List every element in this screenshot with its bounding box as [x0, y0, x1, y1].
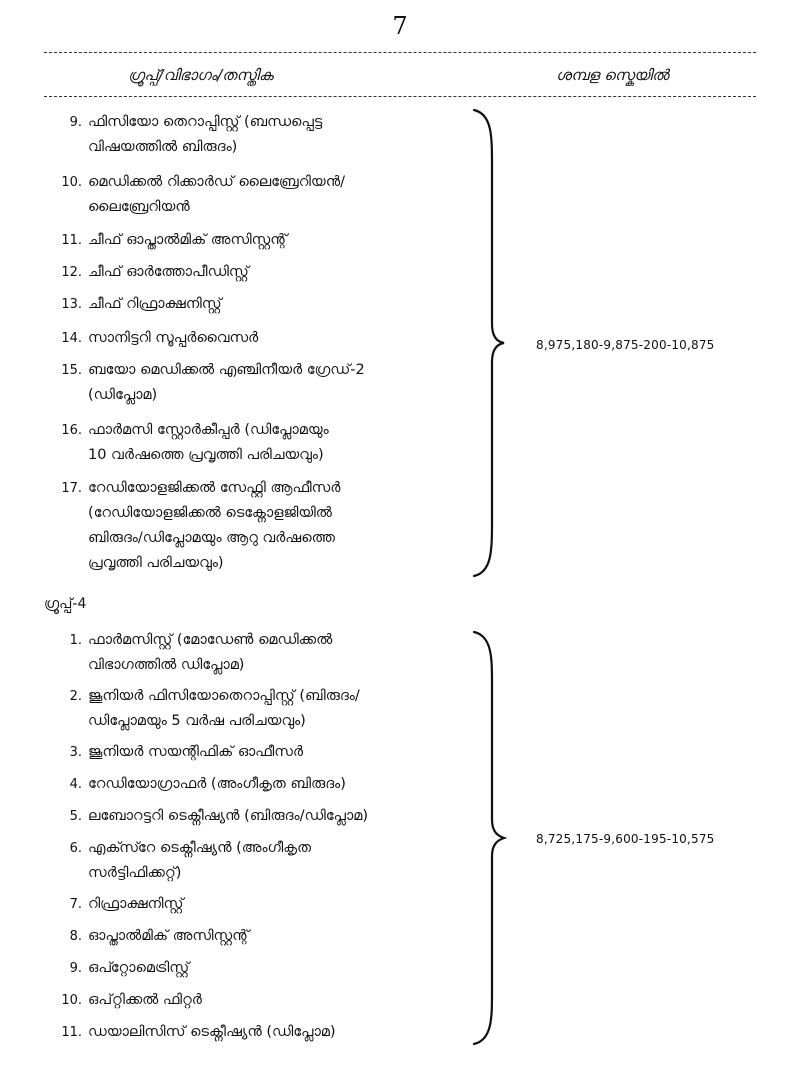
- item-text: [88, 836, 508, 886]
- item-line: ലബോറട്ടറി ടെക്നീഷ്യൻ (ബിരുദം/ഡിപ്ലോമ): [88, 808, 369, 824]
- item-line: ചീഫ് ഓപ്താൽമിക് അസിസ്റ്റന്റ്: [88, 232, 288, 248]
- item-number: 3.: [69, 745, 82, 760]
- item-line: വിഭാഗത്തിൽ ഡിപ്ലോമ): [88, 657, 245, 673]
- item-number: 2.: [69, 689, 82, 704]
- item-text: [88, 804, 508, 829]
- group4-pay-scale: 8,725,175-9,600-195-10,575: [536, 832, 715, 846]
- item-number: 9.: [69, 961, 82, 976]
- header-rule: [44, 96, 756, 97]
- item-line: ലൈബ്രേറിയൻ: [88, 199, 190, 215]
- item-text: [88, 1020, 508, 1045]
- item-number: 5.: [69, 809, 82, 824]
- item-number: 10.: [61, 993, 82, 1008]
- item-text: [88, 418, 508, 468]
- item-number: 4.: [69, 777, 82, 792]
- item-line: ഡയാലിസിസ് ടെക്നീഷ്യൻ (ഡിപ്ലോമ): [88, 1024, 336, 1040]
- item-line: (ഡിപ്ലോമ): [88, 387, 158, 403]
- item-line: 10 വർഷത്തെ പ്രവൃത്തി പരിചയവും): [88, 447, 324, 463]
- item-number: 7.: [69, 897, 82, 912]
- item-text: [88, 956, 508, 981]
- item-line: ജൂനിയർ സയന്റിഫിക് ഓഫീസർ: [88, 744, 304, 760]
- item-line: എക്സ്റേ ടെക്നീഷ്യൻ (അംഗീകൃത: [88, 840, 311, 856]
- page-number: 7: [392, 12, 408, 40]
- item-text: [88, 326, 508, 351]
- item-text: [88, 476, 508, 576]
- item-line: ഓപ്താൽമിക് അസിസ്റ്റന്റ്: [88, 928, 250, 944]
- item-number: 16.: [61, 423, 82, 438]
- item-line: റേഡിയോഗ്രാഫർ (അംഗീകൃത ബിരുദം): [88, 776, 346, 792]
- item-line: മെഡിക്കൽ റിക്കാർഡ് ലൈബ്രേറിയൻ/: [88, 174, 345, 190]
- item-line: സാനിട്ടറി സൂപ്പർവൈസർ: [88, 330, 259, 346]
- group4-brace: [470, 628, 510, 1048]
- item-line: ഡിപ്ലോമയും 5 വർഷ പരിചയവും): [88, 713, 306, 729]
- item-line: ജൂനിയർ ഫിസിയോതെറാപ്പിസ്റ്റ് (ബിരുദം/: [88, 688, 360, 704]
- item-line: റിഫ്രാക്ഷനിസ്റ്റ്: [88, 896, 184, 912]
- item-number: 14.: [61, 331, 82, 346]
- item-line: ഫാർമസിസ്റ്റ് (മോഡേൺ മെഡിക്കൽ: [88, 632, 333, 648]
- item-text: [88, 924, 508, 949]
- item-text: [88, 772, 508, 797]
- item-number: 8.: [69, 929, 82, 944]
- item-number: 17.: [61, 481, 82, 496]
- header-left: ഗ്രൂപ്പ്/വിഭാഗം/തസ്തിക: [128, 66, 274, 84]
- item-number: 1.: [69, 633, 82, 648]
- item-number: 10.: [61, 175, 82, 190]
- item-line: ഫിസിയോ തെറാപ്പിസ്റ്റ് (ബന്ധപ്പെട്ട: [88, 114, 323, 130]
- item-text: [88, 684, 508, 734]
- item-text: [88, 740, 508, 765]
- item-text: [88, 628, 508, 678]
- item-text: [88, 228, 508, 253]
- item-text: [88, 260, 508, 285]
- item-text: [88, 292, 508, 317]
- item-line: വിഷയത്തിൽ ബിരുദം): [88, 139, 238, 155]
- item-number: 9.: [69, 115, 82, 130]
- item-number: 11.: [61, 1025, 82, 1040]
- group3-pay-scale: 8,975,180-9,875-200-10,875: [536, 338, 715, 352]
- item-text: [88, 988, 508, 1013]
- item-number: 13.: [61, 297, 82, 312]
- item-number: 6.: [69, 841, 82, 856]
- item-line: ചീഫ് ഓർത്തോപീഡിസ്റ്റ്: [88, 264, 249, 280]
- item-number: 12.: [61, 265, 82, 280]
- item-line: ഒപ്റ്റോമെട്രിസ്റ്റ്: [88, 960, 190, 976]
- item-line: സർട്ടിഫിക്കറ്റ്): [88, 865, 182, 881]
- item-line: (റേഡിയോളജിക്കൽ ടെക്നോളജിയിൽ: [88, 505, 332, 521]
- item-text: [88, 110, 508, 160]
- item-line: ഒപ്റ്റിക്കൽ ഫിറ്റർ: [88, 992, 202, 1008]
- item-number: 11.: [61, 233, 82, 248]
- item-text: [88, 170, 508, 220]
- group4-title: ഗ്രൂപ്പ്-4: [44, 596, 87, 612]
- item-line: ഫാർമസി സ്റ്റോർകീപ്പർ (ഡിപ്ലോമയും: [88, 422, 329, 438]
- header-right: ശമ്പള സ്കെയിൽ: [556, 66, 669, 84]
- item-text: [88, 358, 508, 408]
- item-line: ചീഫ് റിഫ്രാക്ഷനിസ്റ്റ്: [88, 296, 222, 312]
- item-text: [88, 892, 508, 917]
- item-line: റേഡിയോളജിക്കൽ സേഫ്റ്റി ആഫീസർ: [88, 480, 341, 496]
- item-number: 15.: [61, 363, 82, 378]
- item-line: ബിരുദം/ഡിപ്ലോമയും ആറു വർഷത്തെ: [88, 530, 335, 546]
- top-rule: [44, 52, 756, 53]
- group3-brace: [470, 106, 510, 580]
- item-line: പ്രവൃത്തി പരിചയവും): [88, 555, 224, 571]
- item-line: ബയോ മെഡിക്കൽ എഞ്ചിനീയർ ഗ്രേഡ്-2: [88, 362, 365, 378]
